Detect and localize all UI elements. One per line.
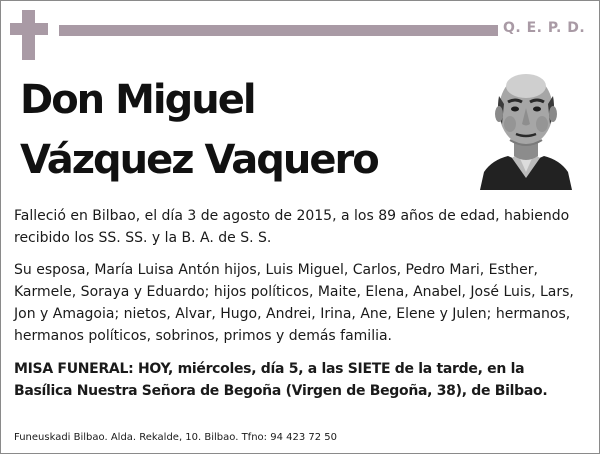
family-paragraph: Su esposa, María Luisa Antón hijos, Luis Miguel, Carlos, Pedro Mari, Esther, Karmele, Soraya y Eduardo; hijos políticos, Maite, Elena, Anabel, José Luis, Lars, Jon y Amagoia; nietos, Alvar, Hugo, Andrei, Irina, Ane, Elene y Julen; hermanos, hermanos políticos, sobrinos, primos y demás familia. [14,262,574,344]
qepd-label: Q. E. P. D. [503,20,586,36]
cross-horizontal-bar [10,23,48,35]
cross-vertical-bar [22,10,35,60]
deceased-portrait [478,60,574,190]
deceased-name-line2: Vázquez Vaquero [20,137,378,183]
funeral-home-info: Funeuskadi Bilbao. Alda. Rekalde, 10. Bilbao. Tfno: 94 423 72 50 [14,432,338,443]
deceased-name-line1: Don Miguel [20,77,255,123]
funeral-mass-paragraph: MISA FUNERAL: HOY, miércoles, día 5, a las SIETE de la tarde, en la Basílica Nuestra Señora de Begoña (Virgen de Begoña, 38), de Bilbao. [14,361,548,399]
portrait-image [478,60,574,190]
deceased-name [20,70,378,190]
header-divider-bar [59,25,498,36]
death-notice-paragraph: Falleció en Bilbao, el día 3 de agosto de 2015, a los 89 años de edad, habiendo recibido los SS. SS. y la B. A. de S. S. [14,208,570,246]
